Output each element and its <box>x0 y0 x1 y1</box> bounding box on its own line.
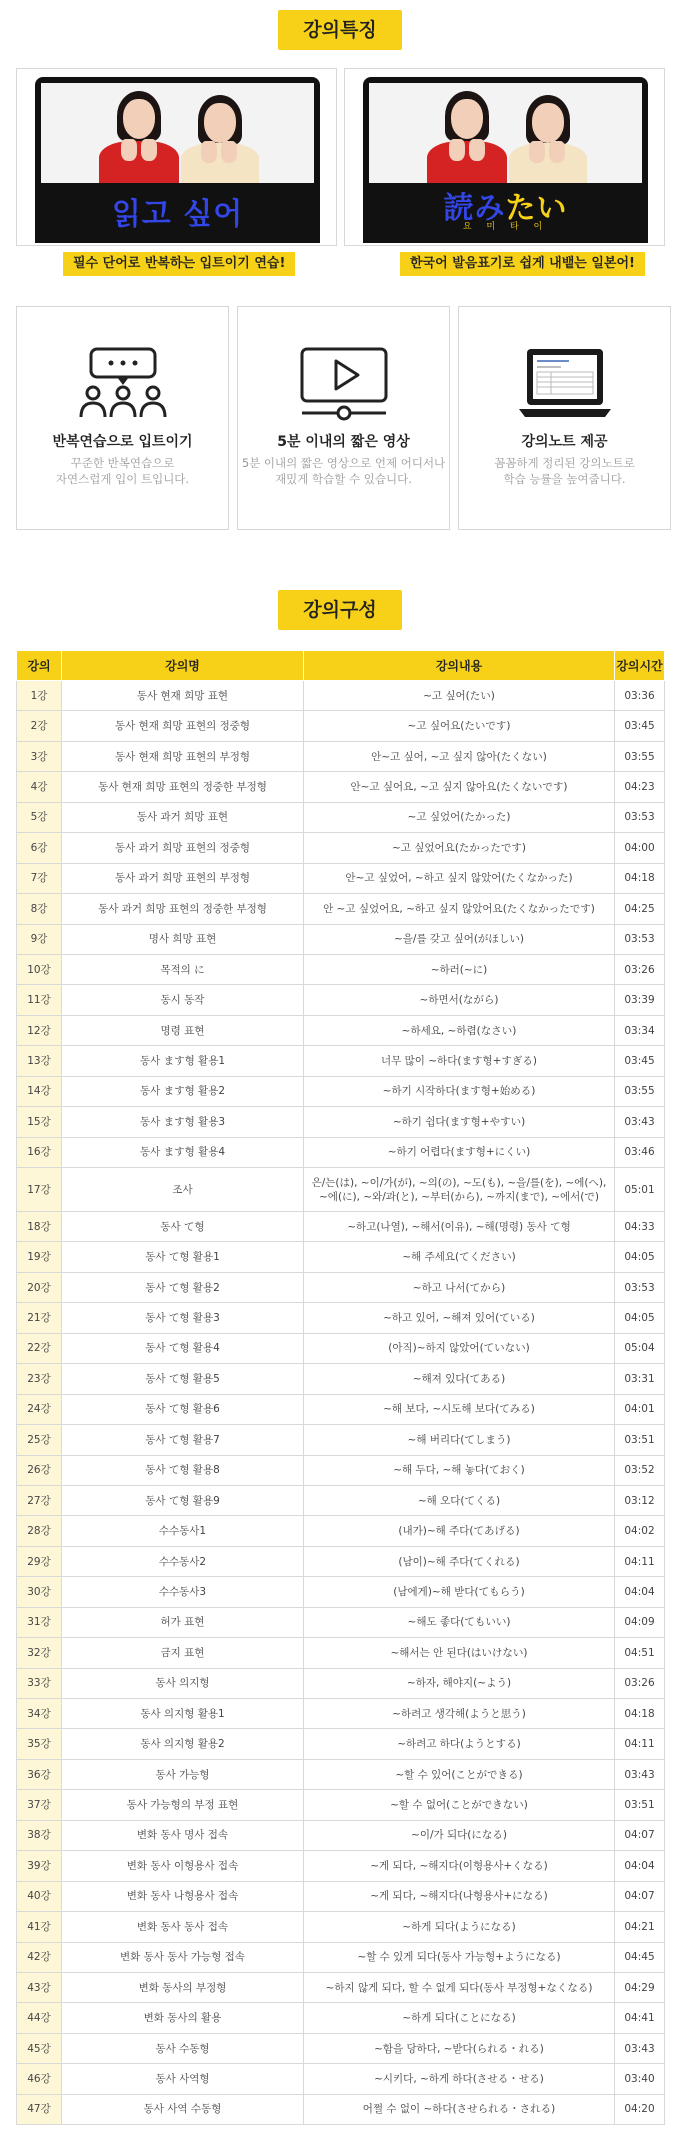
lecture-number: 24강 <box>17 1394 62 1424</box>
table-row <box>17 954 665 984</box>
table-row <box>17 1425 665 1455</box>
lecture-title: 동사 가능형 <box>62 1759 304 1789</box>
lecture-content: ~하세요, ~하렴(なさい) <box>304 1015 615 1045</box>
lecture-duration: 03:26 <box>615 1668 665 1698</box>
table-row <box>17 1333 665 1363</box>
feature-desc-line: 학습 능률을 높여줍니다. <box>503 472 626 486</box>
lecture-duration: 04:23 <box>615 772 665 802</box>
table-row <box>17 741 665 771</box>
lecture-content: 은/는(は), ~이/가(が), ~의(の), ~도(も), ~을/를(を), ~에(へ), ~에(に), ~와/과(と), ~부터(から), ~까지(まで), ~에서(で) <box>304 1168 615 1212</box>
table-row <box>17 1364 665 1394</box>
lecture-title: 동사 사역 수동형 <box>62 2094 304 2124</box>
lecture-title: 변화 동사 나형용사 접속 <box>62 1881 304 1911</box>
lecture-number: 26강 <box>17 1455 62 1485</box>
lecture-number: 2강 <box>17 711 62 741</box>
table-row <box>17 1168 665 1212</box>
lecture-duration: 03:52 <box>615 1455 665 1485</box>
feature-desc <box>459 455 670 487</box>
lecture-content: 안~고 싶어요, ~고 싶지 않아요(たくないです) <box>304 772 615 802</box>
lecture-content: ~하자, 해야지(~よう) <box>304 1668 615 1698</box>
lecture-title: 동사 て형 활용6 <box>62 1394 304 1424</box>
table-row <box>17 985 665 1015</box>
lecture-number: 14강 <box>17 1076 62 1106</box>
video-card-yomitai[interactable] <box>344 68 665 246</box>
lecture-duration: 03:45 <box>615 711 665 741</box>
presenter-right <box>509 95 587 183</box>
table-row <box>17 2064 665 2094</box>
lecture-content: ~해 주세요(てください) <box>304 1242 615 1272</box>
lecture-title: 동사 과거 희망 표현의 정중형 <box>62 833 304 863</box>
table-row <box>17 772 665 802</box>
lecture-title: 조사 <box>62 1168 304 1212</box>
lecture-number: 4강 <box>17 772 62 802</box>
presenter-right <box>181 95 259 183</box>
lecture-content: ~하고 있어, ~해져 있어(ている) <box>304 1303 615 1333</box>
lecture-content: ~함을 당하다, ~받다(られる・れる) <box>304 2033 615 2063</box>
lecture-content: ~이/가 되다(になる) <box>304 1820 615 1850</box>
feature-card-notes <box>458 306 671 530</box>
lecture-duration: 04:18 <box>615 1699 665 1729</box>
presenter-left <box>99 91 179 183</box>
lecture-number: 25강 <box>17 1425 62 1455</box>
lecture-duration: 04:04 <box>615 1851 665 1881</box>
lecture-content: (아직)~하지 않았어(ていない) <box>304 1333 615 1363</box>
lecture-title: 동사 가능형의 부정 표현 <box>62 1790 304 1820</box>
table-row <box>17 1607 665 1637</box>
header-lecture: 강의 <box>17 651 62 681</box>
table-row <box>17 1699 665 1729</box>
lecture-title: 목적의 に <box>62 954 304 984</box>
lecture-duration: 03:34 <box>615 1015 665 1045</box>
pronunciation-ruby: 요 미 타 이 <box>462 222 549 232</box>
lecture-title: 동사 ます형 활용3 <box>62 1107 304 1137</box>
lecture-duration: 05:04 <box>615 1333 665 1363</box>
header-content: 강의내용 <box>304 651 615 681</box>
table-row <box>17 1076 665 1106</box>
table-row <box>17 1046 665 1076</box>
lecture-duration: 04:51 <box>615 1638 665 1668</box>
lecture-duration: 04:11 <box>615 1546 665 1576</box>
lecture-number: 39강 <box>17 1851 62 1881</box>
lecture-content: 안~고 싶어, ~고 싶지 않아(たくない) <box>304 741 615 771</box>
lecture-content: ~해 두다, ~해 놓다(ておく) <box>304 1455 615 1485</box>
lecture-title: 동사 て형 활용1 <box>62 1242 304 1272</box>
lecture-duration: 03:51 <box>615 1790 665 1820</box>
lecture-content: 안 ~고 싶었어요, ~하고 싶지 않았어요(たくなかったです) <box>304 894 615 924</box>
lecture-content: ~하려고 생각해(ようと思う) <box>304 1699 615 1729</box>
lecture-number: 47강 <box>17 2094 62 2124</box>
lecture-title: 동사 て형 활용5 <box>62 1364 304 1394</box>
lecture-title: 동사 て형 활용7 <box>62 1425 304 1455</box>
lecture-number: 11강 <box>17 985 62 1015</box>
lecture-number: 34강 <box>17 1699 62 1729</box>
lecture-duration: 03:26 <box>615 954 665 984</box>
table-row <box>17 1577 665 1607</box>
lecture-number: 17강 <box>17 1168 62 1212</box>
table-row <box>17 1303 665 1333</box>
lecture-title: 수수동사3 <box>62 1577 304 1607</box>
lecture-duration: 03:39 <box>615 985 665 1015</box>
feature-title: 강의노트 제공 <box>521 434 608 450</box>
lecture-number: 40강 <box>17 1881 62 1911</box>
lecture-content: ~게 되다, ~해지다(이형용사+くなる) <box>304 1851 615 1881</box>
lecture-duration: 03:53 <box>615 924 665 954</box>
table-row <box>17 1546 665 1576</box>
lecture-number: 23강 <box>17 1364 62 1394</box>
lecture-content: ~시키다, ~하게 하다(させる・せる) <box>304 2064 615 2094</box>
monitor-frame <box>35 77 320 243</box>
lecture-number: 10강 <box>17 954 62 984</box>
table-row <box>17 1881 665 1911</box>
lecture-content: ~하기 쉽다(ます형+やすい) <box>304 1107 615 1137</box>
lecture-content: ~하면서(ながら) <box>304 985 615 1015</box>
lecture-content: ~하고 나서(てから) <box>304 1272 615 1302</box>
lecture-title: 변화 동사 동사 접속 <box>62 1912 304 1942</box>
table-body <box>17 681 665 2125</box>
lecture-content: ~하러(~に) <box>304 954 615 984</box>
lecture-duration: 04:04 <box>615 1577 665 1607</box>
lecture-number: 18강 <box>17 1212 62 1242</box>
lecture-duration: 03:12 <box>615 1485 665 1515</box>
table-row <box>17 1912 665 1942</box>
lecture-number: 43강 <box>17 1972 62 2002</box>
lecture-title: 동사 て형 활용9 <box>62 1485 304 1515</box>
lecture-content: ~고 싶었어요(たかったです) <box>304 833 615 863</box>
screen-text-kanji: 読み <box>443 191 506 226</box>
table-row <box>17 1394 665 1424</box>
lecture-duration: 03:53 <box>615 1272 665 1302</box>
lecture-number: 9강 <box>17 924 62 954</box>
lecture-content: ~게 되다, ~해지다(나형용사+になる) <box>304 1881 615 1911</box>
table-row <box>17 1638 665 1668</box>
lecture-duration: 04:25 <box>615 894 665 924</box>
table-row <box>17 1516 665 1546</box>
lecture-content: ~하기 시작하다(ます형+始める) <box>304 1076 615 1106</box>
lecture-title: 동사 て형 활용2 <box>62 1272 304 1302</box>
lecture-content: ~해져 있다(てある) <box>304 1364 615 1394</box>
lecture-duration: 04:09 <box>615 1607 665 1637</box>
header-duration: 강의시간 <box>615 651 665 681</box>
table-row <box>17 1759 665 1789</box>
feature-card-repeat <box>16 306 229 530</box>
lecture-number: 20강 <box>17 1272 62 1302</box>
table-row <box>17 863 665 893</box>
lecture-number: 37강 <box>17 1790 62 1820</box>
lecture-number: 8강 <box>17 894 62 924</box>
lecture-title: 동사 ます형 활용1 <box>62 1046 304 1076</box>
lecture-content: ~할 수 있게 되다(동사 가능형+ようになる) <box>304 1942 615 1972</box>
lecture-number: 32강 <box>17 1638 62 1668</box>
lecture-title: 변화 동사의 부정형 <box>62 1972 304 2002</box>
lecture-title: 동사 て형 <box>62 1212 304 1242</box>
lecture-title: 동사 현재 희망 표현의 정중형 <box>62 711 304 741</box>
lecture-content: ~하게 되다(ことになる) <box>304 2003 615 2033</box>
lecture-title: 동사 ます형 활용4 <box>62 1137 304 1167</box>
lecture-number: 15강 <box>17 1107 62 1137</box>
lecture-content: ~해 보다, ~시도해 보다(てみる) <box>304 1394 615 1424</box>
lecture-title: 동사 ます형 활용2 <box>62 1076 304 1106</box>
feature-desc-line: 자연스럽게 입이 트입니다. <box>55 472 190 486</box>
video-card-read[interactable] <box>16 68 337 246</box>
lecture-number: 12강 <box>17 1015 62 1045</box>
table-row <box>17 1729 665 1759</box>
lecture-title: 동사 현재 희망 표현의 정중한 부정형 <box>62 772 304 802</box>
lecture-duration: 03:53 <box>615 802 665 832</box>
table-row <box>17 2094 665 2124</box>
lecture-content: ~해 버리다(てしまう) <box>304 1425 615 1455</box>
lecture-content: ~고 싶었어(たかった) <box>304 802 615 832</box>
lecture-number: 7강 <box>17 863 62 893</box>
feature-desc-line: 재밌게 학습할 수 있습니다. <box>275 472 412 486</box>
lecture-title: 변화 동사 이형용사 접속 <box>62 1851 304 1881</box>
lecture-duration: 04:01 <box>615 1394 665 1424</box>
lecture-duration: 03:36 <box>615 681 665 711</box>
lecture-duration: 04:07 <box>615 1881 665 1911</box>
lecture-number: 30강 <box>17 1577 62 1607</box>
screen-text-kana: たい <box>505 191 568 226</box>
table-row <box>17 1272 665 1302</box>
lecture-number: 1강 <box>17 681 62 711</box>
lecture-title: 동사 て형 활용3 <box>62 1303 304 1333</box>
lecture-content: (남이)~해 주다(てくれる) <box>304 1546 615 1576</box>
table-row <box>17 1942 665 1972</box>
lecture-content: ~하지 않게 되다, 할 수 없게 되다(동사 부정형+なくなる) <box>304 1972 615 2002</box>
lecture-content: ~해 오다(てくる) <box>304 1485 615 1515</box>
lecture-title: 동사 의지형 활용2 <box>62 1729 304 1759</box>
lecture-number: 13강 <box>17 1046 62 1076</box>
lecture-number: 33강 <box>17 1668 62 1698</box>
lecture-content: ~해서는 안 된다(はいけない) <box>304 1638 615 1668</box>
header-title: 강의명 <box>62 651 304 681</box>
table-row <box>17 1455 665 1485</box>
lecture-title: 동사 의지형 활용1 <box>62 1699 304 1729</box>
lecture-duration: 04:21 <box>615 1912 665 1942</box>
lecture-number: 27강 <box>17 1485 62 1515</box>
lecture-duration: 04:00 <box>615 833 665 863</box>
table-row <box>17 1015 665 1045</box>
lecture-duration: 03:51 <box>615 1425 665 1455</box>
lecture-title: 동사 수동형 <box>62 2033 304 2063</box>
laptop-notes-icon <box>517 347 613 421</box>
lecture-duration: 04:05 <box>615 1242 665 1272</box>
video-caption-right: 한국어 발음표기로 쉽게 내뱉는 일본어! <box>400 252 645 276</box>
lecture-number: 46강 <box>17 2064 62 2094</box>
lecture-content: ~하고(나열), ~해서(이유), ~해(명령) 동사 て형 <box>304 1212 615 1242</box>
lecture-duration: 04:18 <box>615 863 665 893</box>
table-row <box>17 2003 665 2033</box>
lecture-title: 동사 현재 희망 표현 <box>62 681 304 711</box>
lecture-title: 동사 과거 희망 표현 <box>62 802 304 832</box>
lecture-number: 45강 <box>17 2033 62 2063</box>
lecture-number: 38강 <box>17 1820 62 1850</box>
lecture-number: 28강 <box>17 1516 62 1546</box>
lecture-number: 41강 <box>17 1912 62 1942</box>
table-row <box>17 1790 665 1820</box>
lecture-duration: 05:01 <box>615 1168 665 1212</box>
table-row <box>17 1972 665 2002</box>
lecture-duration: 03:31 <box>615 1364 665 1394</box>
lecture-duration: 04:11 <box>615 1729 665 1759</box>
table-row <box>17 711 665 741</box>
lecture-duration: 03:43 <box>615 1107 665 1137</box>
lecture-content: ~할 수 없어(ことができない) <box>304 1790 615 1820</box>
lecture-title: 수수동사1 <box>62 1516 304 1546</box>
lecture-number: 35강 <box>17 1729 62 1759</box>
lecture-duration: 03:46 <box>615 1137 665 1167</box>
lecture-content: (남에게)~해 받다(てもらう) <box>304 1577 615 1607</box>
feature-title: 반복연습으로 입트이기 <box>52 434 193 450</box>
lecture-title: 동사 사역형 <box>62 2064 304 2094</box>
lecture-number: 22강 <box>17 1333 62 1363</box>
presenter-left <box>427 91 507 183</box>
lecture-title: 동사 て형 활용8 <box>62 1455 304 1485</box>
video-thumbnail <box>41 83 314 183</box>
video-screen-text: 읽고 싶어 <box>111 197 244 232</box>
lecture-content: 너무 많이 ~하다(ます형+すぎる) <box>304 1046 615 1076</box>
lecture-title: 명사 희망 표현 <box>62 924 304 954</box>
lecture-number: 44강 <box>17 2003 62 2033</box>
lecture-number: 19강 <box>17 1242 62 1272</box>
lecture-content: (내가)~해 주다(てあげる) <box>304 1516 615 1546</box>
lecture-title: 변화 동사의 활용 <box>62 2003 304 2033</box>
lecture-title: 금지 표현 <box>62 1638 304 1668</box>
lecture-title: 변화 동사 동사 가능형 접속 <box>62 1942 304 1972</box>
lecture-title: 동사 て형 활용4 <box>62 1333 304 1363</box>
lecture-duration: 04:07 <box>615 1820 665 1850</box>
lecture-content: ~하기 어렵다(ます형+にくい) <box>304 1137 615 1167</box>
features-section-title: 강의특징 <box>278 10 402 50</box>
table-row <box>17 1668 665 1698</box>
lecture-number: 5강 <box>17 802 62 832</box>
table-row <box>17 681 665 711</box>
lecture-number: 36강 <box>17 1759 62 1789</box>
monitor-frame <box>363 77 648 243</box>
table-row <box>17 833 665 863</box>
lecture-number: 3강 <box>17 741 62 771</box>
lecture-duration: 04:29 <box>615 1972 665 2002</box>
table-row <box>17 924 665 954</box>
video-caption-left: 필수 단어로 반복하는 입트이기 연습! <box>63 252 295 276</box>
table-row <box>17 894 665 924</box>
table-row <box>17 1212 665 1242</box>
lecture-content: ~하게 되다(ようになる) <box>304 1912 615 1942</box>
lecture-title: 명령 표현 <box>62 1015 304 1045</box>
table-row <box>17 1242 665 1272</box>
feature-desc-line: 5분 이내의 짧은 영상으로 언제 어디서나 <box>241 456 446 470</box>
lecture-title: 변화 동사 명사 접속 <box>62 1820 304 1850</box>
table-row <box>17 1485 665 1515</box>
lecture-duration: 03:45 <box>615 1046 665 1076</box>
lecture-duration: 04:20 <box>615 2094 665 2124</box>
feature-title: 5분 이내의 짧은 영상 <box>277 434 410 450</box>
play-video-icon <box>298 347 390 421</box>
lecture-content: ~고 싶어(たい) <box>304 681 615 711</box>
curriculum-section-title: 강의구성 <box>278 590 402 630</box>
lecture-duration: 04:33 <box>615 1212 665 1242</box>
lecture-duration: 03:55 <box>615 741 665 771</box>
lecture-title: 동사 과거 희망 표현의 정중한 부정형 <box>62 894 304 924</box>
lecture-duration: 03:55 <box>615 1076 665 1106</box>
table-row <box>17 802 665 832</box>
lecture-duration: 04:02 <box>615 1516 665 1546</box>
lecture-content: 안~고 싶었어, ~하고 싶지 않았어(たくなかった) <box>304 863 615 893</box>
feature-desc-line: 꾸준한 반복연습으로 <box>70 456 175 470</box>
lecture-number: 31강 <box>17 1607 62 1637</box>
lecture-content: ~할 수 있어(ことができる) <box>304 1759 615 1789</box>
table-row <box>17 2033 665 2063</box>
lecture-number: 21강 <box>17 1303 62 1333</box>
lecture-title: 동사 의지형 <box>62 1668 304 1698</box>
lecture-duration: 04:05 <box>615 1303 665 1333</box>
lecture-number: 42강 <box>17 1942 62 1972</box>
curriculum-table <box>16 650 665 2125</box>
lecture-content: ~하려고 하다(ようとする) <box>304 1729 615 1759</box>
lecture-title: 동사 과거 희망 표현의 부정형 <box>62 863 304 893</box>
table-header-row <box>17 651 665 681</box>
lecture-content: ~해도 좋다(てもいい) <box>304 1607 615 1637</box>
lecture-title: 허가 표현 <box>62 1607 304 1637</box>
table-row <box>17 1820 665 1850</box>
table-row <box>17 1851 665 1881</box>
table-row <box>17 1137 665 1167</box>
lecture-number: 16강 <box>17 1137 62 1167</box>
video-thumbnail <box>369 83 642 183</box>
lecture-number: 29강 <box>17 1546 62 1576</box>
lecture-duration: 03:43 <box>615 2033 665 2063</box>
lecture-content: ~을/를 갖고 싶어(がほしい) <box>304 924 615 954</box>
feature-desc <box>238 455 449 487</box>
lecture-content: ~고 싶어요(たいです) <box>304 711 615 741</box>
lecture-title: 동시 동작 <box>62 985 304 1015</box>
lecture-duration: 04:41 <box>615 2003 665 2033</box>
people-speech-icon <box>77 347 169 421</box>
feature-desc-line: 꼼꼼하게 정리된 강의노트로 <box>494 456 635 470</box>
lecture-number: 6강 <box>17 833 62 863</box>
lecture-title: 동사 현재 희망 표현의 부정형 <box>62 741 304 771</box>
lecture-duration: 03:40 <box>615 2064 665 2094</box>
lecture-content: 어쩔 수 없이 ~하다(させられる・される) <box>304 2094 615 2124</box>
table-row <box>17 1107 665 1137</box>
lecture-title: 수수동사2 <box>62 1546 304 1576</box>
lecture-duration: 04:45 <box>615 1942 665 1972</box>
feature-card-short-video <box>237 306 450 530</box>
feature-desc <box>17 455 228 487</box>
lecture-duration: 03:43 <box>615 1759 665 1789</box>
